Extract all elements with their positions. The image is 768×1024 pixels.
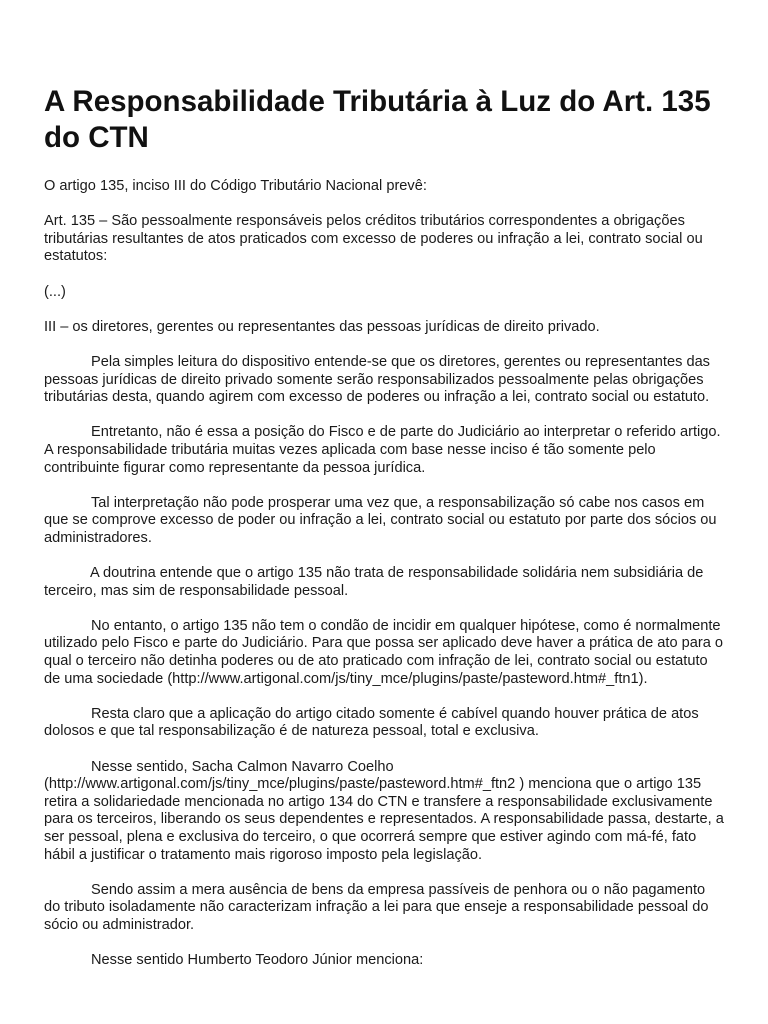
paragraph-no-entanto: No entanto, o artigo 135 não tem o condão de incidir em qualquer hipótese, como é normalmente utilizado pelo Fisco e parte do Judiciário. Para que possa ser aplicado deve haver a prática de ato para o qual o terceiro não detinha poderes ou de ato praticado com infração de lei, contrato social ou estatuto de uma sociedade (http://www.artigonal.com/js/tiny_mce/plugins/paste/pasteword.htm#_ftn1). [44, 617, 724, 687]
paragraph-entretanto: Entretanto, não é essa a posição do Fisco e de parte do Judiciário ao interpretar o referido artigo. A responsabilidade tributária muitas vezes aplicada com base nesse inciso é tão somente pelo contribuinte figurar como representante da pessoa jurídica. [44, 424, 721, 476]
paragraph-art-135: Art. 135 – São pessoalmente responsáveis pelos créditos tributários correspondentes a obrigações tributárias resultantes de atos praticados com excesso de poderes ou infração a lei, contrato social ou estatutos: [44, 213, 703, 265]
document-page [44, 84, 724, 987]
paragraph-inciso-iii: III – os diretores, gerentes ou representantes das pessoas jurídicas de direito privado. [44, 318, 600, 335]
paragraph-doutrina: A doutrina entende que o artigo 135 não trata de responsabilidade solidária nem subsidiária de terceiro, mas sim de responsabilidade pessoal. [44, 565, 704, 599]
paragraph-ellipsis: (...) [44, 283, 66, 300]
paragraph-humberto-teodoro: Nesse sentido Humberto Teodoro Júnior menciona: [91, 952, 424, 969]
paragraph-tal-interpretacao: Tal interpretação não pode prosperar uma vez que, a responsabilização só cabe nos casos em que se comprove excesso de poder ou infração a lei, contrato social ou estatuto por parte dos sócios ou administradores. [44, 494, 717, 546]
paragraph-intro: O artigo 135, inciso III do Código Tributário Nacional prevê: [44, 178, 427, 194]
paragraph-sacha-calmon: Nesse sentido, Sacha Calmon Navarro Coelho (http://www.artigonal.com/js/tiny_mce/plugins/paste/pasteword.htm#_ftn2 ) menciona que o artigo 135 retira a solidariedade mencionada no artigo 134 do CTN e transfere a responsabilidade exclusivamente para os terceiros, liberando os seus dependentes e representados. A responsabilidade passa, destarte, a ser pessoal, plena e exclusiva do terceiro, o que ocorrerá sempre que estiver agindo com má-fé, fato hábil a justificar o tratamento mais rigoroso imposto pela legislação. [44, 758, 724, 863]
paragraph-sendo-assim: Sendo assim a mera ausência de bens da empresa passíveis de penhora ou o não pagamento do tributo isoladamente não caracterizam infração a lei para que enseje a responsabilidade pessoal do sócio ou administrador. [44, 881, 709, 933]
document-title: A Responsabilidade Tributária à Luz do Art. 135 do CTN [44, 85, 711, 154]
paragraph-simples-leitura: Pela simples leitura do dispositivo entende-se que os diretores, gerentes ou representantes das pessoas jurídicas de direito privado somente serão responsabilizados pessoalmente pelas obrigações tributárias desta, quando agirem com excesso de poderes ou infração a lei, contrato social ou estatuto. [44, 353, 710, 406]
paragraph-resta-claro: Resta claro que a aplicação do artigo citado somente é cabível quando houver prática de atos dolosos e que tal responsabilização é de natureza pessoal, total e exclusiva. [44, 705, 699, 740]
